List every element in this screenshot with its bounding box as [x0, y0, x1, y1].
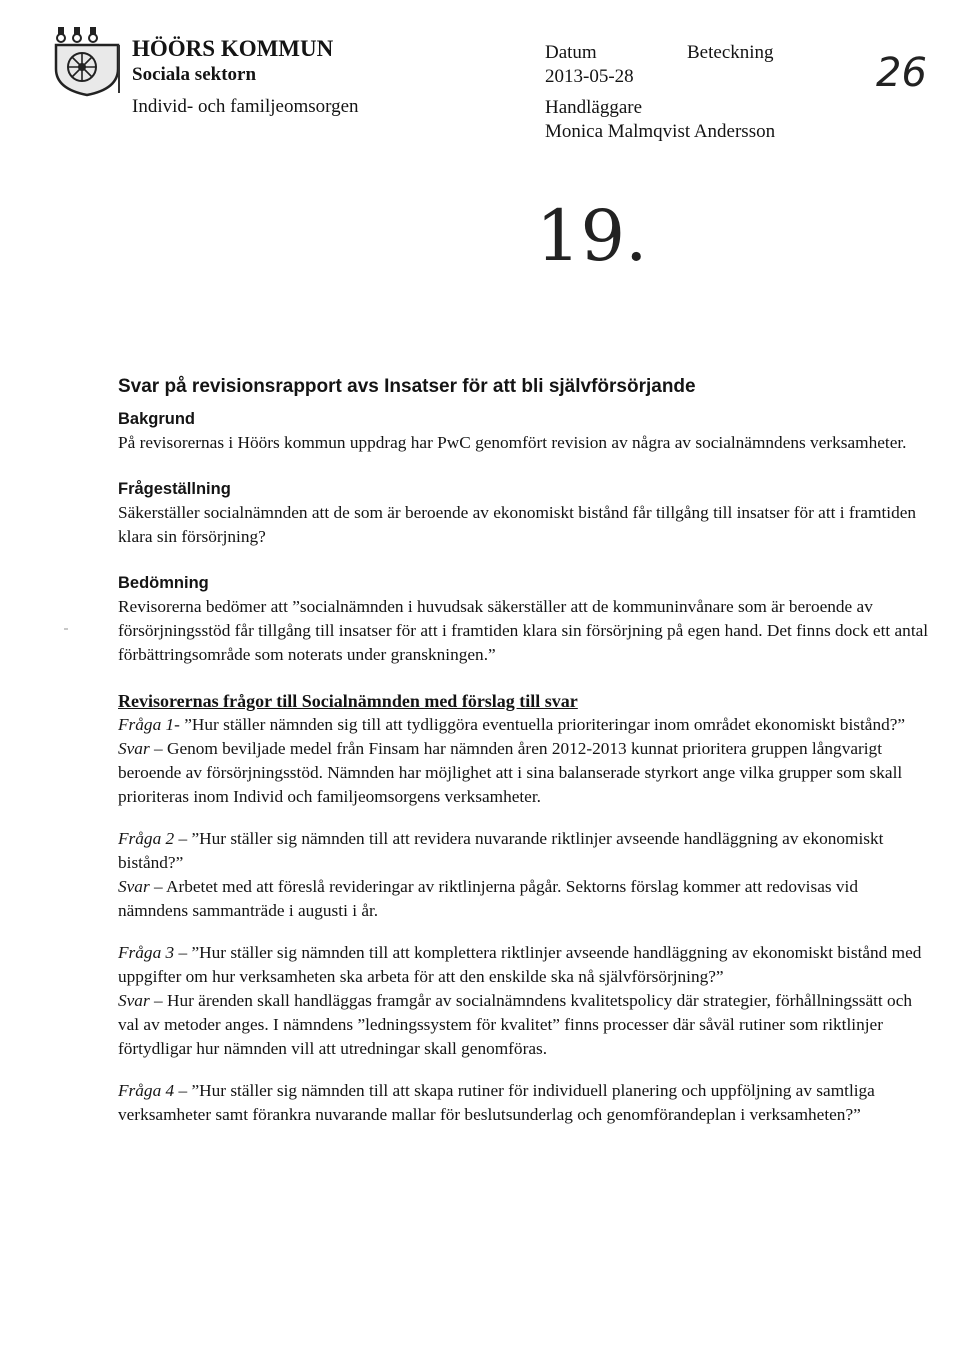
question-text: ”Hur ställer sig nämnden till att komplettera riktlinjer avseende handläggning av ekonomiskt bistånd med uppgifter om hur verksamheten ska arbeta för att den enskilde ska nå självförsörjning?”: [118, 943, 922, 986]
handwritten-item-number: 19.: [536, 195, 648, 277]
question-separator: –: [174, 829, 192, 848]
question-3: [118, 941, 930, 989]
answer-3: [118, 989, 930, 1061]
answer-text: Arbetet med att föreslå revideringar av riktlinjerna pågår. Sektorns förslag kommer att redovisas vid nämndens sammanträde i augusti i år.: [118, 877, 858, 920]
qa-heading: Revisorernas frågor till Socialnämnden med förslag till svar: [118, 691, 578, 711]
question-text: ”Hur ställer nämnden sig till att tydliggöra eventuella prioriteringar inom området ekonomiskt bistånd?”: [184, 715, 906, 734]
question-text: ”Hur ställer sig nämnden till att revidera nuvarande riktlinjer avseende handläggning av ekonomiskt bistånd?”: [118, 829, 884, 872]
question-separator: –: [174, 943, 192, 962]
answer-text: Hur ärenden skall handläggas framgår av socialnämndens kvalitetspolicy där strategier, förhållningssätt och val av metoder anges. I nämndens ”ledningssystem för kvalitet” finns processer där såväl rutiner som riktlinjer förtydligar hur nämnden vill att utredningar skall genomföras.: [118, 991, 913, 1058]
handlaggare-value: Monica Malmqvist Andersson: [545, 121, 776, 142]
answer-label: Svar: [118, 991, 150, 1010]
answer-label: Svar: [118, 739, 150, 758]
organization-sector: Sociala sektorn: [132, 64, 257, 85]
question-label: Fråga 1: [118, 715, 175, 734]
section-heading-bedomning: Bedömning: [118, 574, 209, 592]
question-separator: -: [174, 715, 185, 734]
question-text: ”Hur ställer sig nämnden till att skapa rutiner för individuell planering och uppföljning av samtliga verksamheter samt förankra nuvarande mallar för beslutsunderlag och genomförandeplan i verksamheten?”: [118, 1081, 875, 1124]
answer-label: Svar: [118, 877, 150, 896]
answer-separator: –: [149, 991, 167, 1010]
section-text-bedomning: Revisorerna bedömer att ”socialnämnden i huvudsak säkerställer att de kommuninvånare som är beroende av försörjningsstöd får tillgång till insatser för att i framtiden klara sin försörjning på egen hand. Det finns dock ett antal förbättringsområde som noterats under granskningen.”: [118, 597, 929, 664]
section-heading-bakgrund: Bakgrund: [118, 410, 196, 428]
section-text-bakgrund: På revisorernas i Höörs kommun uppdrag har PwC genomfört revision av några av socialnämndens verksamheter.: [118, 433, 907, 452]
municipality-crest-logo: [52, 25, 122, 97]
beteckning-label: Beteckning: [687, 42, 774, 63]
answer-text: Genom beviljade medel från Finsam har nämnden åren 2012-2013 kunnat prioritera gruppen långvarigt beroende av försörjningsstöd. Nämnden har möjlighet att i sina balanserade styrkort ange vilka grupper som skall prioriteras inom Individ och familjeomsorgens verksamheter.: [118, 739, 903, 806]
answer-separator: –: [149, 739, 167, 758]
question-separator: –: [174, 1081, 192, 1100]
question-label: Fråga 4: [118, 1081, 175, 1100]
question-label: Fråga 2: [118, 829, 175, 848]
document-body: [118, 375, 930, 1127]
organization-department: Individ- och familjeomsorgen: [132, 96, 359, 117]
question-2: [118, 827, 930, 875]
handwritten-document-number: 26: [876, 50, 927, 96]
answer-1: [118, 737, 930, 809]
datum-value: 2013-05-28: [545, 66, 634, 87]
question-1: [118, 713, 930, 737]
handlaggare-label: Handläggare: [545, 97, 643, 118]
section-text-fragestallning: Säkerställer socialnämnden att de som är beroende av ekonomiskt bistånd får tillgång till insatser för att i framtiden klara sin försörjning?: [118, 503, 917, 546]
organization-name: HÖÖRS KOMMUN: [132, 36, 334, 61]
answer-separator: –: [149, 877, 167, 896]
datum-label: Datum: [545, 42, 597, 63]
question-4: [118, 1079, 930, 1127]
document-title: Svar på revisionsrapport avs Insatser för att bli självförsörjande: [118, 376, 696, 397]
answer-2: [118, 875, 930, 923]
section-heading-fragestallning: Frågeställning: [118, 480, 231, 498]
question-label: Fråga 3: [118, 943, 175, 962]
margin-mark: [64, 628, 68, 630]
